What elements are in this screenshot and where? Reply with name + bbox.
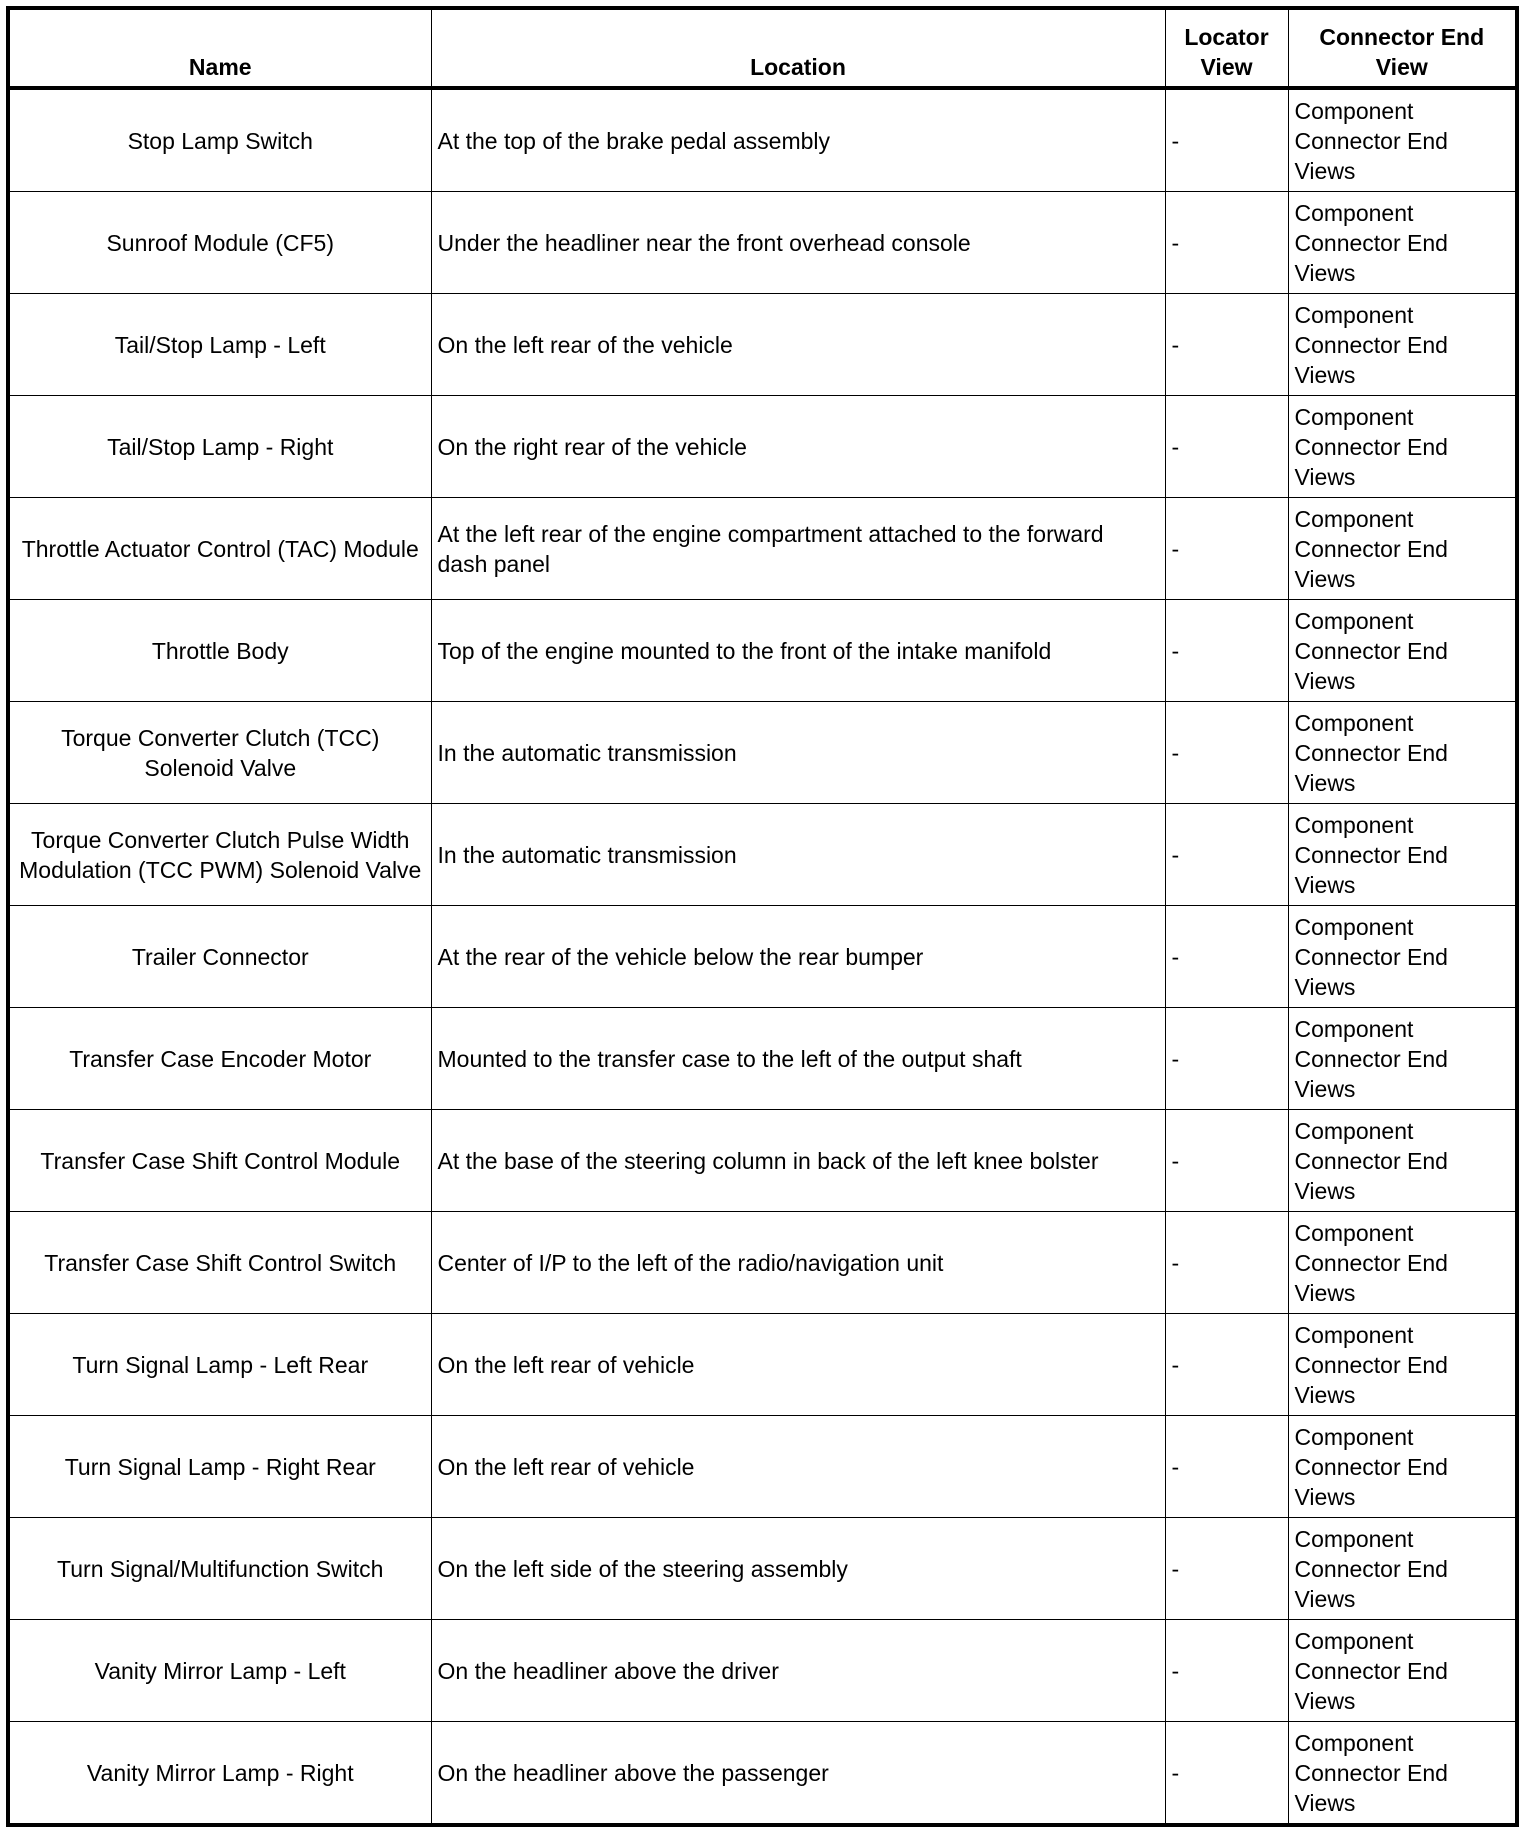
- connector-end-view-link[interactable]: Component Connector End Views: [1288, 88, 1517, 192]
- connector-end-view-link[interactable]: Component Connector End Views: [1288, 396, 1517, 498]
- location-cell: Mounted to the transfer case to the left of the output shaft: [431, 1008, 1165, 1110]
- component-locator-table: [6, 6, 1519, 1827]
- connector-end-view-link[interactable]: Component Connector End Views: [1288, 1314, 1517, 1416]
- locator-view-cell: -: [1165, 1620, 1288, 1722]
- location-cell: On the headliner above the passenger: [431, 1722, 1165, 1826]
- name-cell: Vanity Mirror Lamp - Left: [8, 1620, 431, 1722]
- name-cell: Transfer Case Encoder Motor: [8, 1008, 431, 1110]
- table-row: [8, 600, 1517, 702]
- table-row: [8, 906, 1517, 1008]
- locator-view-cell: -: [1165, 192, 1288, 294]
- connector-end-view-link[interactable]: Component Connector End Views: [1288, 1620, 1517, 1722]
- table-row: [8, 1416, 1517, 1518]
- location-cell: On the headliner above the driver: [431, 1620, 1165, 1722]
- location-cell: On the left rear of vehicle: [431, 1314, 1165, 1416]
- table-row: [8, 88, 1517, 192]
- header-row: [8, 8, 1517, 88]
- connector-end-view-link[interactable]: Component Connector End Views: [1288, 1008, 1517, 1110]
- name-cell: Transfer Case Shift Control Module: [8, 1110, 431, 1212]
- table-row: [8, 1518, 1517, 1620]
- connector-end-view-link[interactable]: Component Connector End Views: [1288, 1212, 1517, 1314]
- locator-view-cell: -: [1165, 1212, 1288, 1314]
- header-name: Name: [8, 8, 431, 88]
- header-locator-view: Locator View: [1165, 8, 1288, 88]
- name-cell: Tail/Stop Lamp - Left: [8, 294, 431, 396]
- location-cell: At the top of the brake pedal assembly: [431, 88, 1165, 192]
- locator-view-cell: -: [1165, 88, 1288, 192]
- name-cell: Throttle Actuator Control (TAC) Module: [8, 498, 431, 600]
- location-cell: On the right rear of the vehicle: [431, 396, 1165, 498]
- locator-view-cell: -: [1165, 294, 1288, 396]
- location-cell: At the left rear of the engine compartment attached to the forward dash panel: [431, 498, 1165, 600]
- table-row: [8, 1722, 1517, 1826]
- name-cell: Turn Signal Lamp - Left Rear: [8, 1314, 431, 1416]
- location-cell: Top of the engine mounted to the front of the intake manifold: [431, 600, 1165, 702]
- name-cell: Vanity Mirror Lamp - Right: [8, 1722, 431, 1826]
- connector-end-view-link[interactable]: Component Connector End Views: [1288, 498, 1517, 600]
- table-row: [8, 396, 1517, 498]
- connector-end-view-link[interactable]: Component Connector End Views: [1288, 294, 1517, 396]
- location-cell: Under the headliner near the front overhead console: [431, 192, 1165, 294]
- location-cell: On the left side of the steering assembly: [431, 1518, 1165, 1620]
- location-cell: In the automatic transmission: [431, 702, 1165, 804]
- location-cell: At the base of the steering column in back of the left knee bolster: [431, 1110, 1165, 1212]
- name-cell: Torque Converter Clutch Pulse Width Modulation (TCC PWM) Solenoid Valve: [8, 804, 431, 906]
- connector-end-view-link[interactable]: Component Connector End Views: [1288, 1416, 1517, 1518]
- connector-end-view-link[interactable]: Component Connector End Views: [1288, 600, 1517, 702]
- name-cell: Trailer Connector: [8, 906, 431, 1008]
- name-cell: Transfer Case Shift Control Switch: [8, 1212, 431, 1314]
- location-cell: On the left rear of the vehicle: [431, 294, 1165, 396]
- connector-end-view-link[interactable]: Component Connector End Views: [1288, 192, 1517, 294]
- table-row: [8, 702, 1517, 804]
- header-location: Location: [431, 8, 1165, 88]
- locator-view-cell: -: [1165, 498, 1288, 600]
- locator-view-cell: -: [1165, 1110, 1288, 1212]
- name-cell: Throttle Body: [8, 600, 431, 702]
- location-cell: On the left rear of vehicle: [431, 1416, 1165, 1518]
- header-connector-end-view: Connector End View: [1288, 8, 1517, 88]
- locator-view-cell: -: [1165, 804, 1288, 906]
- table-row: [8, 1620, 1517, 1722]
- location-cell: Center of I/P to the left of the radio/navigation unit: [431, 1212, 1165, 1314]
- table-row: [8, 1212, 1517, 1314]
- connector-end-view-link[interactable]: Component Connector End Views: [1288, 906, 1517, 1008]
- locator-view-cell: -: [1165, 1314, 1288, 1416]
- connector-end-view-link[interactable]: Component Connector End Views: [1288, 1722, 1517, 1826]
- table-row: [8, 294, 1517, 396]
- locator-view-cell: -: [1165, 906, 1288, 1008]
- locator-view-cell: -: [1165, 1518, 1288, 1620]
- table-row: [8, 1110, 1517, 1212]
- name-cell: Torque Converter Clutch (TCC) Solenoid Valve: [8, 702, 431, 804]
- locator-view-cell: -: [1165, 396, 1288, 498]
- locator-view-cell: -: [1165, 1008, 1288, 1110]
- location-cell: In the automatic transmission: [431, 804, 1165, 906]
- table-row: [8, 804, 1517, 906]
- location-cell: At the rear of the vehicle below the rear bumper: [431, 906, 1165, 1008]
- name-cell: Sunroof Module (CF5): [8, 192, 431, 294]
- table-row: [8, 192, 1517, 294]
- locator-view-cell: -: [1165, 600, 1288, 702]
- locator-view-cell: -: [1165, 702, 1288, 804]
- locator-view-cell: -: [1165, 1416, 1288, 1518]
- table-row: [8, 498, 1517, 600]
- name-cell: Stop Lamp Switch: [8, 88, 431, 192]
- table-row: [8, 1008, 1517, 1110]
- name-cell: Turn Signal Lamp - Right Rear: [8, 1416, 431, 1518]
- locator-view-cell: -: [1165, 1722, 1288, 1826]
- table-row: [8, 1314, 1517, 1416]
- connector-end-view-link[interactable]: Component Connector End Views: [1288, 702, 1517, 804]
- connector-end-view-link[interactable]: Component Connector End Views: [1288, 804, 1517, 906]
- name-cell: Tail/Stop Lamp - Right: [8, 396, 431, 498]
- connector-end-view-link[interactable]: Component Connector End Views: [1288, 1110, 1517, 1212]
- name-cell: Turn Signal/Multifunction Switch: [8, 1518, 431, 1620]
- connector-end-view-link[interactable]: Component Connector End Views: [1288, 1518, 1517, 1620]
